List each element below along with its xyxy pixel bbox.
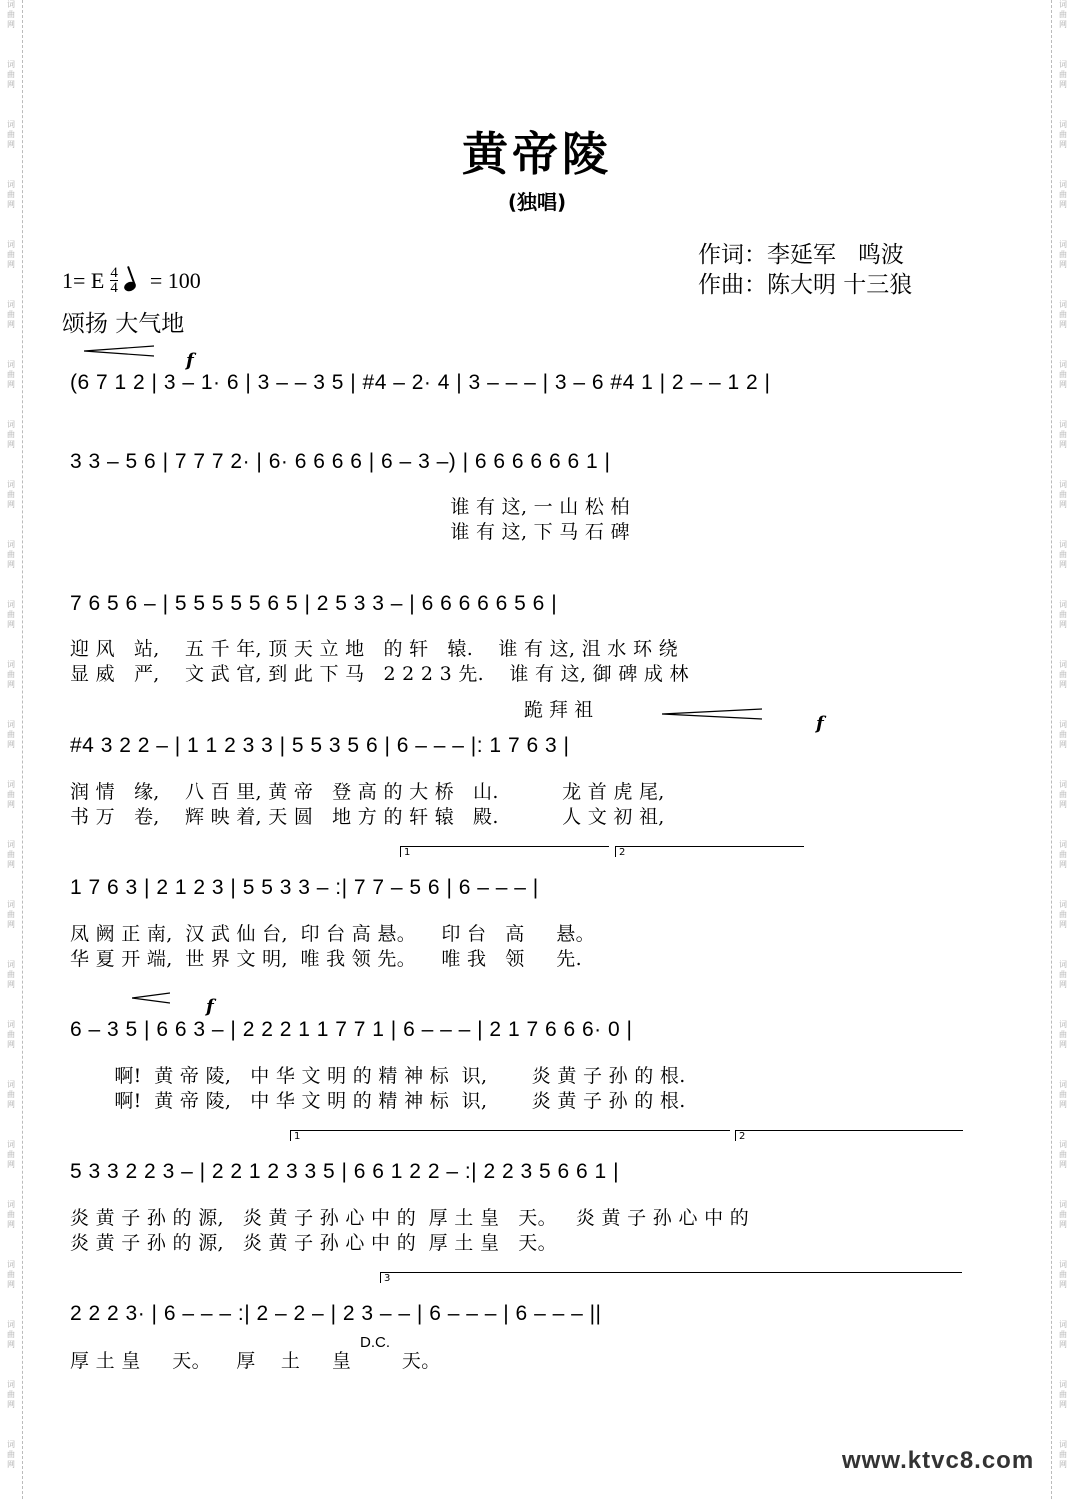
lyrics-row-2-verse-2: 谁 有 这, 下 马 石 碑 xyxy=(70,521,630,543)
margin-watermark-mark: 词 曲 网 xyxy=(1059,1140,1067,1169)
time-top: 4 xyxy=(110,265,118,281)
forte-mark: f xyxy=(206,996,214,1017)
margin-watermark-mark: 词 曲 网 xyxy=(7,720,15,749)
score-row-4: #4 3 2 2 – | 1 1 2 3 3 | 5 5 3 5 6 | 6 – – – |: 1 7 6 3 | xyxy=(70,734,570,757)
lyrics-row-4-verse-1: 润 情 缘, 八 百 里, 黄 帝 登 高 的 大 桥 山. 龙 首 虎 尾, xyxy=(70,781,665,803)
margin-watermark-mark: 词 曲 网 xyxy=(7,1200,15,1229)
margin-watermark-mark: 词 曲 网 xyxy=(7,180,15,209)
margin-watermark-mark: 词 曲 网 xyxy=(1059,180,1067,209)
margin-watermark-mark: 词 曲 网 xyxy=(1059,1020,1067,1049)
margin-watermark-mark: 词 曲 网 xyxy=(1059,660,1067,689)
margin-watermark-mark: 词 曲 网 xyxy=(7,300,15,329)
margin-watermark-mark: 词 曲 网 xyxy=(7,960,15,989)
margin-watermark-mark: 词 曲 网 xyxy=(1059,480,1067,509)
lyrics-row-5-verse-2: 华 夏 开 端, 世 界 文 明, 唯 我 领 先。 唯 我 领 先. xyxy=(70,948,582,970)
margin-watermark-mark: 词 曲 网 xyxy=(7,540,15,569)
lyrics-row-2-verse-1: 谁 有 这, 一 山 松 柏 xyxy=(70,496,630,518)
volta-bracket-1: 1 xyxy=(290,1130,730,1141)
volta-bracket-3: 3 xyxy=(380,1272,962,1283)
margin-watermark-mark: 词 曲 网 xyxy=(7,1020,15,1049)
margin-watermark-mark: 词 曲 网 xyxy=(7,1380,15,1409)
lyrics-row-3-verse-1: 迎 风 站, 五 千 年, 顶 天 立 地 的 轩 辕. 谁 有 这, 沮 水 环 绕 xyxy=(70,638,678,660)
margin-watermark-mark: 词 曲 网 xyxy=(7,1260,15,1289)
margin-watermark-mark: 词 曲 网 xyxy=(1059,0,1067,29)
margin-watermark-mark: 词 曲 网 xyxy=(7,1440,15,1469)
lyrics-row-6-verse-1: 啊! 黄 帝 陵, 中 华 文 明 的 精 神 标 识, 炎 黄 子 孙 的 根. xyxy=(70,1065,686,1087)
margin-watermark-mark: 词 曲 网 xyxy=(1059,120,1067,149)
margin-watermark-mark: 词 曲 网 xyxy=(7,600,15,629)
margin-watermark-mark: 词 曲 网 xyxy=(7,1320,15,1349)
margin-watermark-mark: 词 曲 网 xyxy=(7,240,15,269)
tempo-marking: 颂扬 大气地 xyxy=(62,311,185,337)
margin-watermark-mark: 词 曲 网 xyxy=(7,840,15,869)
margin-watermark-mark: 词 曲 网 xyxy=(7,360,15,389)
margin-watermark-mark: 词 曲 网 xyxy=(7,660,15,689)
score-row-7: 5 3 3 2 2 3 – | 2 2 1 2 3 3 5 | 6 6 1 2 2 – :| 2 2 3 5 6 6 1 | xyxy=(70,1160,620,1183)
margin-watermark-mark: 词 曲 网 xyxy=(1059,1380,1067,1409)
lyrics-row-6-verse-2: 啊! 黄 帝 陵, 中 华 文 明 的 精 神 标 识, 炎 黄 子 孙 的 根. xyxy=(70,1090,686,1112)
score-row-2: 3 3 – 5 6 | 7 7 7 2· | 6· 6 6 6 6 | 6 – 3 –) | 6 6 6 6 6 6 1 | xyxy=(70,450,611,473)
margin-watermark-mark: 词 曲 网 xyxy=(1059,780,1067,809)
time-signature xyxy=(110,266,118,295)
lyrics-row-8-verse-1: 厚 土 皇 天。 厚 土 皇 天。 xyxy=(70,1350,441,1372)
margin-watermark-mark: 词 曲 网 xyxy=(1059,600,1067,629)
lyrics-row-3-verse-2: 显 威 严, 文 武 官, 到 此 下 马 2 2 2 3 先. 谁 有 这, 御 碑 成 林 xyxy=(70,663,689,685)
margin-watermark-mark: 词 曲 网 xyxy=(1059,960,1067,989)
margin-watermark-mark: 词 曲 网 xyxy=(1059,420,1067,449)
margin-watermark-mark: 词 曲 网 xyxy=(7,60,15,89)
lyrics-row-7-verse-1: 炎 黄 子 孙 的 源, 炎 黄 子 孙 心 中 的 厚 土 皇 天。 炎 黄 子 孙 心 中 的 xyxy=(70,1207,750,1229)
margin-watermark-mark: 词 曲 网 xyxy=(1059,720,1067,749)
margin-watermark-mark: 词 曲 网 xyxy=(7,0,15,29)
song-subtitle: (独唱) xyxy=(507,190,567,214)
crescendo-hairpin-icon xyxy=(662,708,762,720)
crescendo-hairpin-icon xyxy=(84,345,154,357)
margin-watermark-mark: 词 曲 网 xyxy=(1059,1200,1067,1229)
margin-watermark-mark: 词 曲 网 xyxy=(1059,300,1067,329)
score-row-6: 6 – 3 5 | 6 6 3 – | 2 2 2 1 1 7 7 1 | 6 – – – | 2 1 7 6 6 6· 0 | xyxy=(70,1018,633,1041)
forte-mark: f xyxy=(816,713,824,734)
right-margin-strip xyxy=(1051,0,1074,1499)
volta-bracket-2: 2 xyxy=(615,846,804,857)
bpm-label: = 100 xyxy=(149,267,201,293)
margin-watermark-mark: 词 曲 网 xyxy=(7,900,15,929)
margin-watermark-mark: 词 曲 网 xyxy=(7,780,15,809)
margin-watermark-mark: 词 曲 网 xyxy=(1059,60,1067,89)
lyrics-row-5-verse-1: 凤 阙 正 南, 汉 武 仙 台, 印 台 高 悬。 印 台 高 悬。 xyxy=(70,923,595,945)
margin-watermark-mark: 词 曲 网 xyxy=(7,480,15,509)
margin-watermark-mark: 词 曲 网 xyxy=(7,1080,15,1109)
quarter-note-icon xyxy=(123,280,137,293)
margin-watermark-mark: 词 曲 网 xyxy=(7,1140,15,1169)
margin-watermark-mark: 词 曲 网 xyxy=(1059,900,1067,929)
crescendo-hairpin-icon xyxy=(132,992,170,1004)
margin-watermark-mark: 词 曲 网 xyxy=(1059,360,1067,389)
score-row-5: 1 7 6 3 | 2 1 2 3 | 5 5 3 3 – :| 7 7 – 5 6 | 6 – – – | xyxy=(70,876,539,899)
margin-watermark-mark: 词 曲 网 xyxy=(7,420,15,449)
song-title: 黄帝陵 xyxy=(462,127,612,181)
margin-watermark-mark: 词 曲 网 xyxy=(1059,840,1067,869)
margin-watermark-mark: 词 曲 网 xyxy=(7,120,15,149)
volta-bracket-1: 1 xyxy=(400,846,609,857)
score-row-3: 7 6 5 6 – | 5 5 5 5 5 6 5 | 2 5 3 3 – | 6 6 6 6 6 5 6 | xyxy=(70,592,558,615)
composer-credit: 作曲：陈大明 十三狼 xyxy=(698,272,913,298)
score-row-8: 2 2 2 3· | 6 – – – :| 2 – 2 – | 2 3 – – | 6 – – – | 6 – – – || xyxy=(70,1302,602,1325)
volta-bracket-2: 2 xyxy=(735,1130,963,1141)
lyrics-row-3-extra: 跪 拜 祖 xyxy=(524,699,594,721)
lyrics-row-4-verse-2: 书 万 卷, 辉 映 着, 天 圆 地 方 的 轩 辕 殿. 人 文 初 祖, xyxy=(70,806,665,828)
margin-watermark-mark: 词 曲 网 xyxy=(1059,1440,1067,1469)
margin-watermark-mark: 词 曲 网 xyxy=(1059,1320,1067,1349)
forte-mark: f xyxy=(186,350,194,371)
margin-watermark-mark: 词 曲 网 xyxy=(1059,240,1067,269)
da-capo-mark: D.C. xyxy=(360,1334,390,1351)
key-label: 1= E xyxy=(62,267,105,293)
margin-watermark-mark: 词 曲 网 xyxy=(1059,1080,1067,1109)
lyrics-row-7-verse-2: 炎 黄 子 孙 的 源, 炎 黄 子 孙 心 中 的 厚 土 皇 天。 xyxy=(70,1232,557,1254)
key-signature xyxy=(62,266,201,295)
site-watermark: www.ktvc8.com xyxy=(842,1447,1035,1474)
margin-watermark-mark: 词 曲 网 xyxy=(1059,1260,1067,1289)
left-margin-strip xyxy=(0,0,23,1499)
lyricist-credit: 作词：李延军 鸣波 xyxy=(698,242,904,268)
margin-watermark-mark: 词 曲 网 xyxy=(1059,540,1067,569)
score-row-1: (6 7 1 2 | 3 – 1· 6 | 3 – – 3 5 | #4 – 2· 4 | 3 – – – | 3 – 6 #4 1 | 2 – – 1 2 | xyxy=(70,371,771,394)
time-bottom: 4 xyxy=(110,280,118,296)
